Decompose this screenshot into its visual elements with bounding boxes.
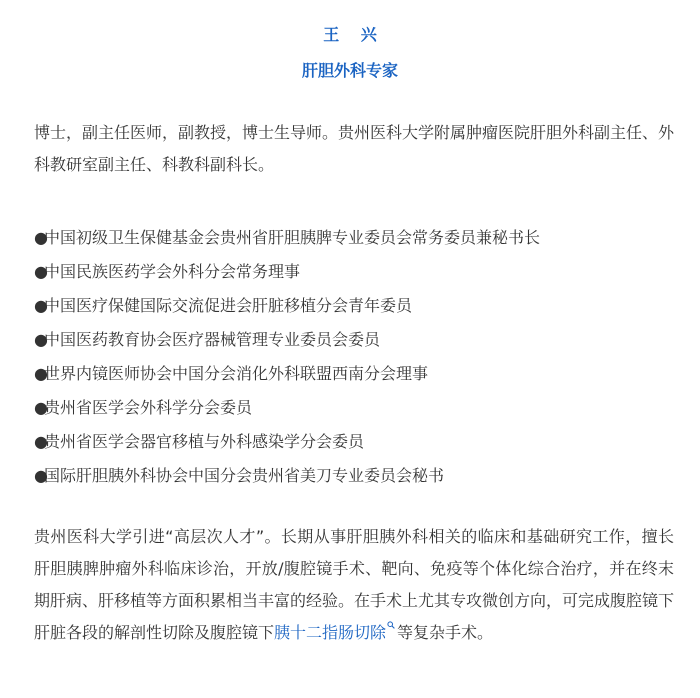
search-icon[interactable] [387, 621, 395, 629]
list-item [34, 391, 674, 425]
list-item [34, 221, 674, 255]
bullet-icon: ● [34, 398, 48, 417]
role-text: 贵州省医学会外科学分会委员 [44, 398, 253, 417]
bullet-icon: ● [34, 466, 48, 485]
role-text: 中国医疗保健国际交流促进会肝脏移植分会青年委员 [44, 296, 413, 315]
role-text: 世界内镜医师协会中国分会消化外科联盟西南分会理事 [44, 364, 429, 383]
doctor-name: 王 兴 [323, 25, 385, 44]
bullet-icon: ● [34, 364, 48, 383]
bullet-icon: ● [34, 296, 48, 315]
role-text: 中国医药教育协会医疗器械管理专业委员会委员 [44, 330, 381, 349]
role-text: 贵州省医学会器官移植与外科感染学分会委员 [44, 432, 365, 451]
list-item [34, 357, 674, 391]
doctor-title: 肝胆外科专家 [301, 61, 398, 80]
list-item [34, 323, 674, 357]
list-item [34, 459, 674, 493]
list-item [34, 255, 674, 289]
bullet-icon: ● [34, 330, 48, 349]
bullet-icon: ● [34, 432, 48, 451]
list-item [34, 425, 674, 459]
bullet-icon: ● [34, 262, 48, 281]
role-text: 中国初级卫生保健基金会贵州省肝胆胰脾专业委员会常务委员兼秘书长 [44, 228, 541, 247]
surgery-term-link[interactable]: 胰十二指肠切除 [274, 623, 387, 642]
list-item [34, 289, 674, 323]
roles-list [34, 221, 674, 493]
bio-text-end: 等复杂手术。 [397, 623, 494, 642]
role-text: 国际肝胆胰外科协会中国分会贵州省美刀专业委员会秘书 [44, 466, 445, 485]
bio-paragraph [34, 521, 674, 649]
bio-text: 贵州医科大学引进“高层次人才”。长期从事肝胆胰外科相关的临床和基础研究工作，擅长肝胆胰脾肿瘤外科临床诊治，开放/腹腔镜手术、靶向、免疫等个体化综合治疗，并在终末期肝病、肝移植等方面积累相当丰富的经验。在手术上尤其专攻微创方向，可完成腹腔镜下肝脏各段的解剖性切除及腹腔镜下 [34, 527, 675, 642]
bullet-icon: ● [34, 228, 48, 247]
role-text: 中国民族医药学会外科分会常务理事 [44, 262, 301, 281]
intro-paragraph: 博士，副主任医师，副教授，博士生导师。贵州医科大学附属肿瘤医院肝胆外科副主任、外科教研室副主任、科教科副科长。 [34, 123, 675, 174]
